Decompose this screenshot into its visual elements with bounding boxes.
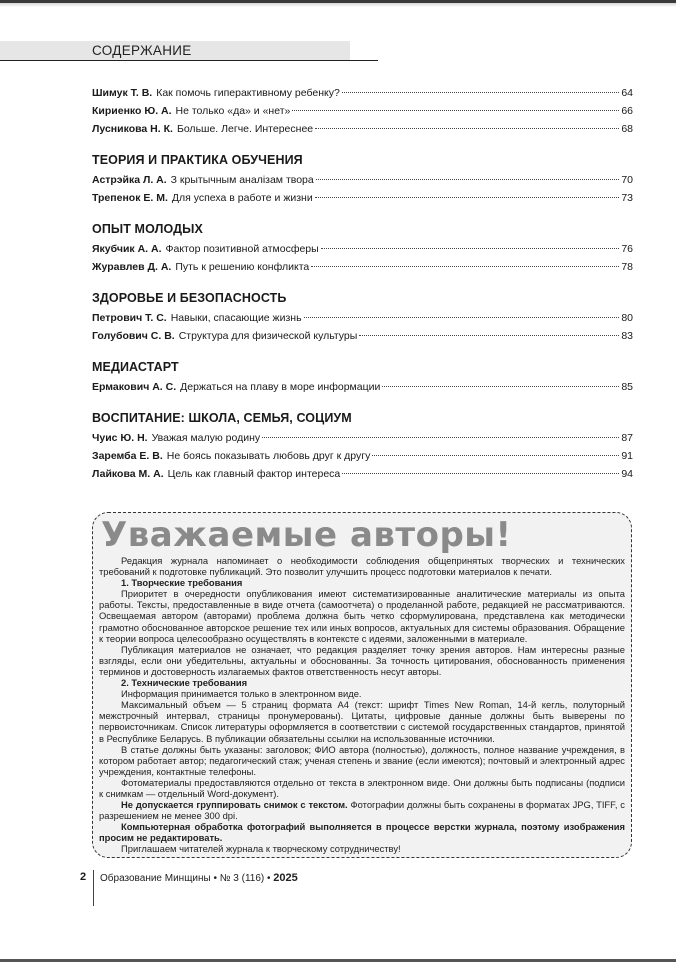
footer-journal: [100, 872, 298, 884]
dot-leader: [342, 92, 620, 93]
bold-warning: Не допускается группировать снимок с текстом.: [121, 799, 348, 811]
entry-title: Для успеха в работе и жизни: [171, 192, 313, 204]
dot-leader: [315, 128, 619, 129]
section-heading: ТЕОРИЯ И ПРАКТИКА ОБУЧЕНИЯ: [92, 153, 303, 167]
entry-author: Якубчик А. А.: [92, 243, 162, 255]
toc-section-young: [92, 222, 633, 276]
technical-paragraph: Фотоматериалы предоставляются отдельно от текста в электронном виде. Они должны быть подписаны (подписи к снимкам — отдельный Word-документ).: [99, 776, 625, 799]
entry-author: Шимук Т. В.: [92, 87, 153, 99]
notice-body: [99, 555, 625, 855]
section-heading: ВОСПИТАНИЕ: ШКОЛА, СЕМЬЯ, СОЦИУМ: [92, 411, 352, 425]
toc-entry[interactable]: [92, 258, 633, 276]
toc-entry[interactable]: [92, 465, 633, 483]
technical-paragraph: [99, 821, 625, 843]
toc-entry[interactable]: [92, 102, 633, 120]
entry-author: Астрэйка Л. А.: [92, 174, 167, 186]
entry-page: 87: [621, 432, 633, 444]
entry-author: Голубович С. В.: [92, 330, 175, 342]
entry-author: Чуис Ю. Н.: [92, 432, 148, 444]
toc-entry[interactable]: [92, 327, 633, 345]
section-heading: МЕДИАСТАРТ: [92, 360, 179, 374]
toc-entry[interactable]: [92, 240, 633, 258]
photo-format-text: Фотографии должны быть сохранены в форматах JPG, TIFF, с разрешением не менее 300 dpi.: [99, 799, 625, 822]
toc-entry[interactable]: [92, 120, 633, 138]
dot-leader: [382, 386, 619, 387]
entry-page: 91: [621, 450, 633, 462]
toc-entry[interactable]: [92, 309, 633, 327]
page-number: 2: [80, 871, 87, 883]
entry-author: Лайкова М. А.: [92, 468, 164, 480]
entry-page: 94: [621, 468, 633, 480]
entry-page: 76: [621, 243, 633, 255]
technical-paragraph: Максимальный объем — 5 страниц формата А4 (текст: шрифт Times New Roman, 14-й кегль, полуторный межстрочный интервал, страницы пронумерованы). Цитаты, цифровые данные должны быть выверены по первоисточникам. Список литературы оформляется в соответствии с системой государственных стандартов, принятой в Республике Беларусь. В публикации обязательны ссылки на использованные источники.: [99, 699, 625, 744]
technical-heading: 2. Технические требования: [121, 677, 248, 689]
creative-heading: 1. Творческие требования: [121, 577, 243, 589]
entry-page: 68: [621, 123, 633, 135]
dot-leader: [311, 266, 619, 267]
dot-leader: [292, 110, 619, 111]
entry-page: 80: [621, 312, 633, 324]
footer-divider: [93, 870, 94, 906]
entry-page: 64: [621, 87, 633, 99]
toc-entry[interactable]: [92, 378, 633, 396]
entry-title: Не боясь показывать любовь друг к другу: [166, 450, 371, 462]
toc-section-mediastart: [92, 360, 633, 396]
entry-title: Не только «да» и «нет»: [175, 105, 291, 117]
entry-page: 70: [621, 174, 633, 186]
toc-entry[interactable]: [92, 171, 633, 189]
entry-page: 85: [621, 381, 633, 393]
dot-leader: [316, 179, 620, 180]
section-heading: ОПЫТ МОЛОДЫХ: [92, 222, 203, 236]
dot-leader: [372, 455, 619, 456]
entry-page: 66: [621, 105, 633, 117]
toc-header-rule: [0, 60, 378, 61]
notice-title: Уважаемые авторы!: [101, 515, 512, 555]
entry-title: Уважая малую родину: [151, 432, 261, 444]
entry-author: Заремба Е. В.: [92, 450, 163, 462]
entry-author: Журавлев Д. А.: [92, 261, 172, 273]
entry-page: 73: [621, 192, 633, 204]
creative-paragraph: Публикация материалов не означает, что редакция разделяет точку зрения авторов. Нам интересны разные взгляды, если они убедительны, актуальны и обоснованны. За точность цитирования, обоснованность применения терминов и достоверность излагаемых фактов ответственность несут авторы.: [99, 643, 625, 677]
entry-author: Кириенко Ю. А.: [92, 105, 172, 117]
entry-author: Ермакович А. С.: [92, 381, 177, 393]
entry-title: Как помочь гиперактивному ребенку?: [156, 87, 340, 99]
dot-leader: [262, 437, 619, 438]
technical-paragraph: В статье должны быть указаны: заголовок; ФИО автора (полностью), должность, полное название учреждения, в котором работает автор; педагогический стаж; ученая степень и звание (если имеются); почтовый и электронный адрес учреждения, контактные телефоны.: [99, 743, 625, 777]
toc-entry[interactable]: [92, 84, 633, 102]
entry-page: 78: [621, 261, 633, 273]
table-of-contents: [92, 84, 633, 483]
bold-note: Компьютерная обработка фотографий выполняется в процессе верстки журнала, поэтому изображения просим не редактировать.: [99, 821, 625, 844]
creative-paragraph: Приоритет в очередности опубликования имеют систематизированные аналитические материалы из опыта работы. Тексты, предоставленные в виде отчета (самоотчета) о проделанной работе, редакцией не рассматриваются. Освещаемая автором (авторами) проблема должна быть четко сформулирована, представлена как методически грамотно обоснованное авторское решение тех или иных вопросов, актуальных для системы образования. Обращение к теории вопроса целесообразно осуществлять в контексте с идеями, заложенными в материале.: [99, 588, 625, 644]
entry-title: Держаться на плаву в море информации: [180, 381, 381, 393]
authors-notice-box: [92, 512, 632, 858]
entry-title: З крытычным аналізам твора: [170, 174, 314, 186]
top-shadow: [0, 3, 676, 7]
toc-section-theory: [92, 153, 633, 207]
entry-author: Лусникова Н. К.: [92, 123, 173, 135]
toc-entry[interactable]: [92, 447, 633, 465]
entry-author: Трепенок Е. М.: [92, 192, 168, 204]
entry-title: Структура для физической культуры: [178, 330, 358, 342]
toc-entry[interactable]: [92, 429, 633, 447]
technical-paragraph: Информация принимается только в электронном виде.: [121, 688, 362, 700]
entry-title: Больше. Легче. Интереснее: [176, 123, 314, 135]
toc-entry[interactable]: [92, 189, 633, 207]
toc-section-upbringing: [92, 411, 633, 483]
entry-title: Фактор позитивной атмосферы: [165, 243, 319, 255]
entry-author: Петрович Т. С.: [92, 312, 167, 324]
notice-intro: Редакция журнала напоминает о необходимости соблюдения общепринятых творческих и технических требований к подготовке публикаций. Это позволит улучшить процесс подготовки материалов к печати.: [99, 555, 625, 578]
entry-title: Путь к решению конфликта: [175, 261, 310, 273]
entry-page: 83: [621, 330, 633, 342]
dot-leader: [359, 335, 619, 336]
toc-intro-group: [92, 84, 633, 138]
journal-name: Образование Минщины • № 3 (116) •: [100, 873, 274, 884]
toc-section-health: [92, 291, 633, 345]
entry-title: Навыки, спасающие жизнь: [170, 312, 302, 324]
dot-leader: [304, 317, 620, 318]
entry-title: Цель как главный фактор интереса: [167, 468, 341, 480]
page-title: СОДЕРЖАНИЕ: [92, 43, 192, 58]
dot-leader: [321, 248, 620, 249]
dot-leader: [315, 197, 620, 198]
closing-paragraph: Приглашаем читателей журнала к творческому сотрудничеству!: [121, 843, 401, 855]
journal-year: 2025: [273, 872, 298, 884]
dot-leader: [342, 473, 619, 474]
technical-paragraph: [99, 799, 625, 821]
section-heading: ЗДОРОВЬЕ И БЕЗОПАСНОСТЬ: [92, 291, 287, 305]
